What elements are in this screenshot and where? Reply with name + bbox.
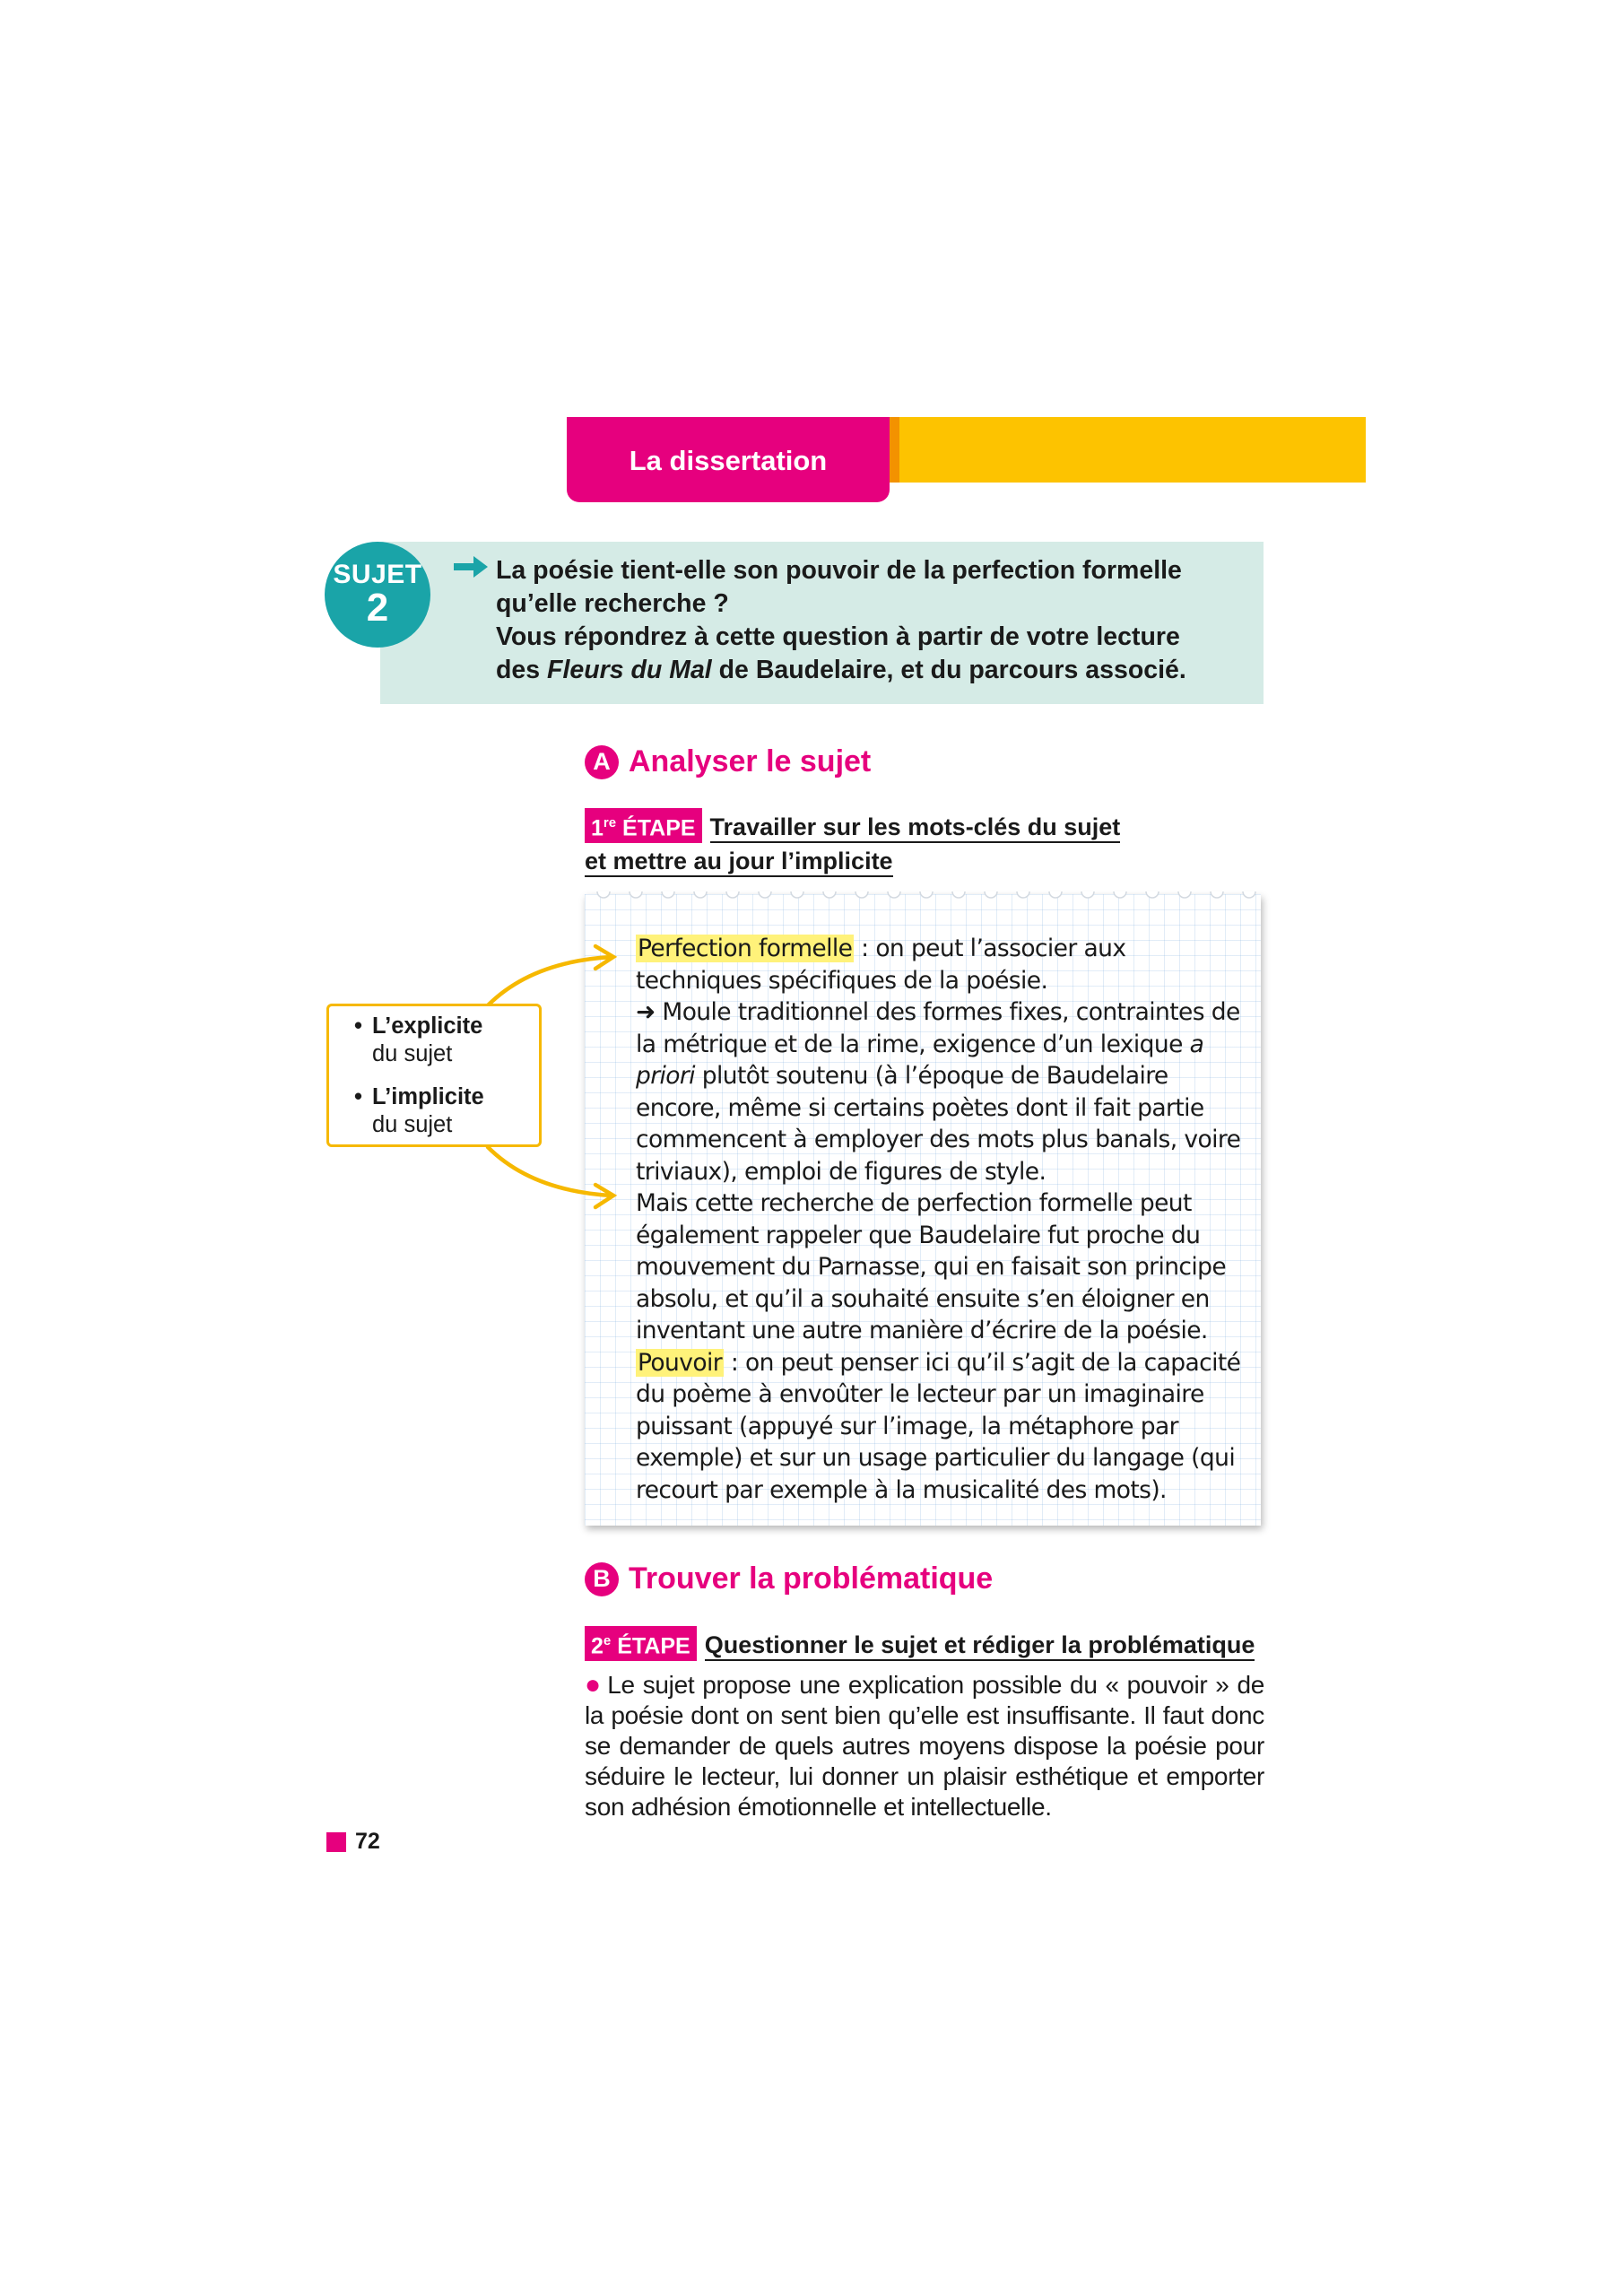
side-item-1-rest: du sujet (372, 1041, 453, 1066)
question-line-1: La poésie tient-elle son pouvoir de la perfection formelle (496, 556, 1182, 585)
notebook-para-2: Mais cette recherche de perfection formelle peut également rappeler que Baudelaire fut proche du mouvement du Parnasse, qui en faisait son principe absolu, et qu’il a souhaité ensuite s’en éloigner en inventant une autre manière d’écrire de la poésie. (636, 1189, 1227, 1344)
section-b-heading (585, 1561, 993, 1596)
etape-1-number: 1 (591, 815, 604, 841)
sujet-badge-number: 2 (366, 586, 389, 630)
instruction-line-1: Vous répondrez à cette question à partir de votre lecture (496, 622, 1180, 651)
etape-2-suffix: e (603, 1633, 612, 1648)
highlight-term-1: Perfection formelle (638, 935, 853, 962)
side-item-2-rest: du sujet (372, 1112, 453, 1137)
implicit-explicit-box (326, 1004, 542, 1147)
term-2-definition: : on peut penser ici qu’il s’agit de la capacité du poème à envoûter le lecteur par un imaginaire puissant (appuyé sur l’image, la métaphore par exemple) et sur un usage particulier du langage (qui recourt par exemple à la musicalité des mots). (636, 1348, 1241, 1504)
term-1-definition: : on peut l’associer aux techniques spécifiques de la poésie. (636, 935, 1126, 995)
bullet-icon: ● (585, 1670, 603, 1700)
etape-1-suffix: re (603, 815, 617, 831)
side-item-implicit (372, 1083, 484, 1139)
side-item-explicit (372, 1013, 482, 1068)
etape-2-tag (585, 1626, 697, 1661)
italic-a-priori: a priori (636, 1030, 1204, 1090)
question-line-2: qu’elle recherche ? (496, 589, 729, 618)
arrow-text-rest: plutôt soutenu (à l’époque de Baudelaire encore, même si certains poètes dont il fait partie commencent à employer des mots plus banals, voire triviaux), emploi de figures de style. (636, 1062, 1241, 1186)
section-b-letter: B (585, 1562, 619, 1596)
etape-1-word: ÉTAPE (622, 815, 696, 841)
book-title: Fleurs du Mal (547, 656, 712, 684)
highlight-term-2: Pouvoir (638, 1348, 722, 1377)
etape-2-word: ÉTAPE (617, 1633, 690, 1659)
section-b-title: Trouver la problématique (629, 1561, 994, 1596)
section-a-letter: A (585, 745, 619, 779)
problematique-body (585, 1670, 1264, 1822)
etape-2-number: 2 (591, 1633, 604, 1659)
etape-1-title-line-1: Travailler sur les mots-clés du sujet (710, 813, 1121, 843)
side-item-1-bold: • L’explicite (372, 1013, 482, 1040)
arrow-text: ➜ Moule traditionnel des formes fixes, contraintes de la métrique et de la rime, exigence d’un lexique (636, 998, 1240, 1058)
chapter-tab-label: La dissertation (629, 444, 828, 476)
etape-2-heading (585, 1626, 1266, 1661)
sujet-badge-word: SUJET (333, 560, 422, 589)
instruction-suffix: de Baudelaire, et du parcours associé. (711, 656, 1186, 684)
problematique-paragraph (585, 1670, 1264, 1822)
problematique-text: Le sujet propose une explication possible du « pouvoir » de la poésie dont on sent bien qu’elle est insuffisante. Il faut donc se demander de quels autres moyens dispose la poésie pour séduire le lecteur, lui donner un plaisir esthétique et emporter son adhésion émotionnelle et intellectuelle. (585, 1671, 1264, 1821)
instruction-prefix: des (496, 656, 548, 684)
section-a-title: Analyser le sujet (629, 744, 872, 778)
etape-1-title-line-2: et mettre au jour l’implicite (585, 848, 893, 877)
page-marker-square (326, 1832, 346, 1852)
page-number: 72 (355, 1829, 380, 1854)
side-item-2-bold: • L’implicite (372, 1083, 484, 1111)
etape-2-title: Questionner le sujet et rédiger la problématique (705, 1631, 1255, 1661)
